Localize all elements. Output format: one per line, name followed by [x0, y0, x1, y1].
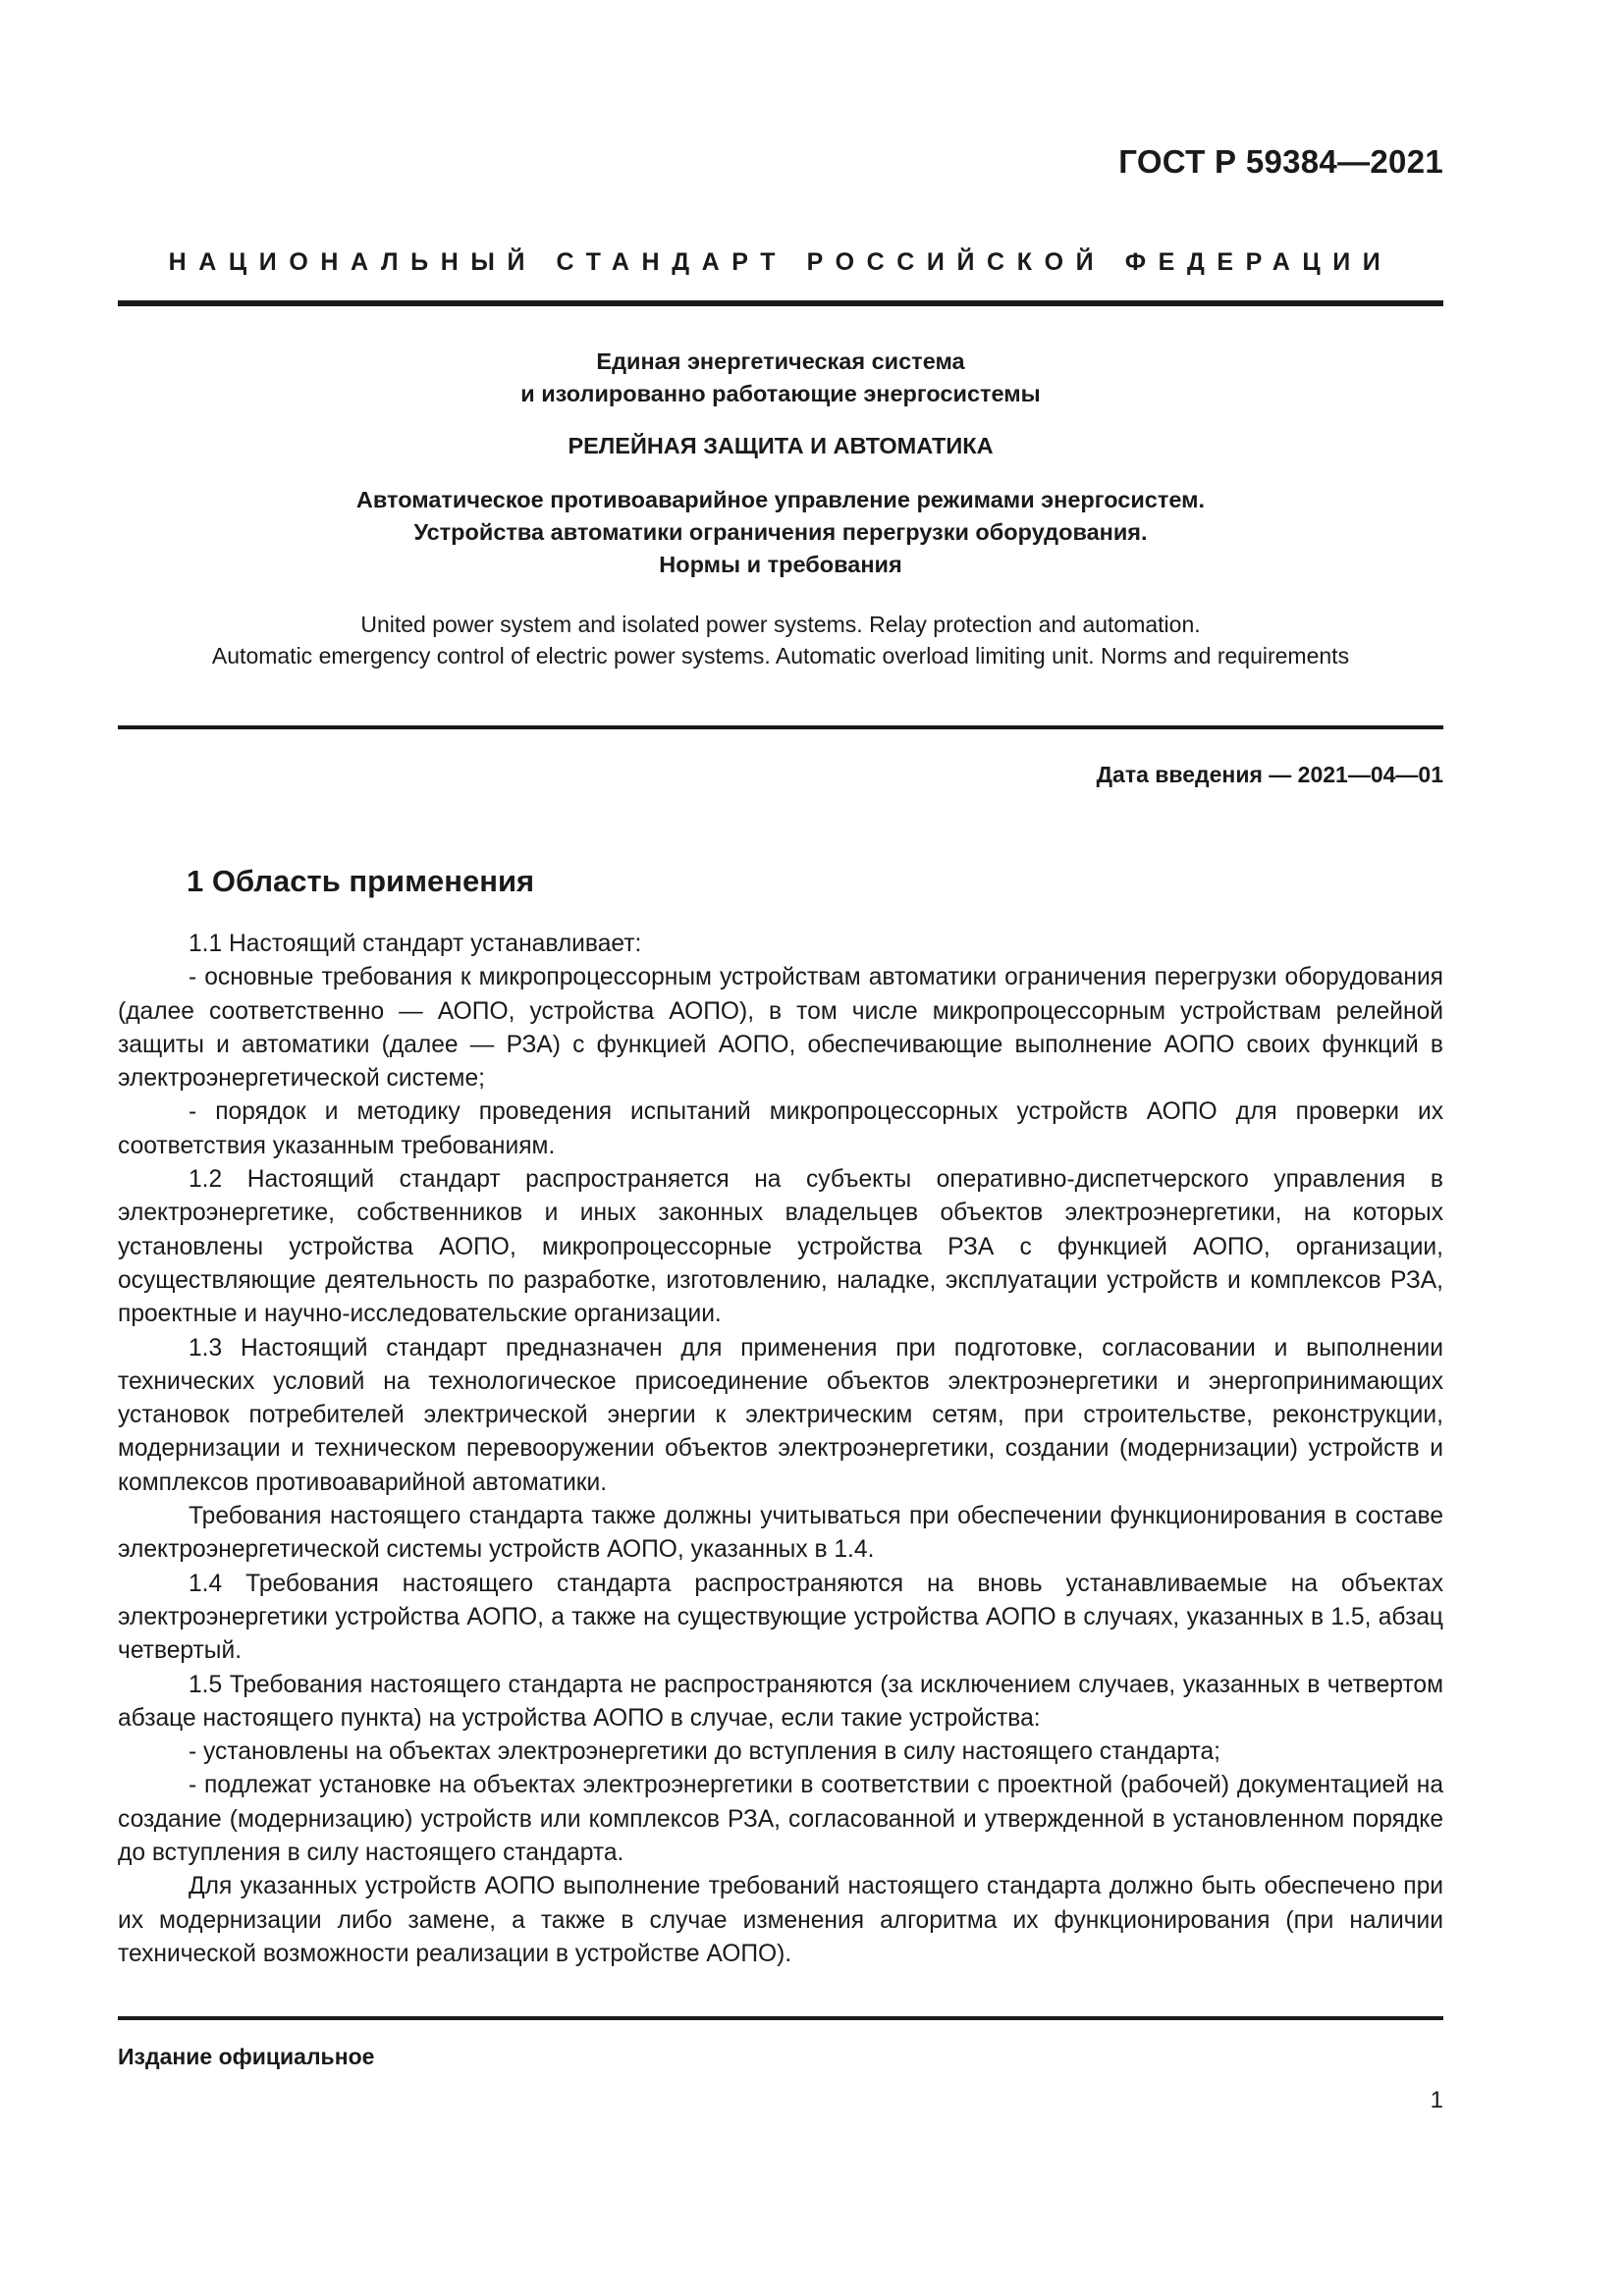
title-line-2: и изолированно работающие энергосистемы: [520, 381, 1041, 406]
paragraph: 1.2 Настоящий стандарт распространяется на субъекты оперативно-диспетчерского управления в электроэнергетике, собственников и иных законных владельцев объектов электроэнергетики, на которых установлены устройства АОПО, микропроцессорные устройства РЗА с функцией АОПО, организации, осуществляющие деятельность по разработке, изготовлению, наладке, эксплуатации устройств и комплексов РЗА, проектные и научно-исследовательские организации.: [118, 1166, 1443, 1328]
english-title-line-2: Automatic emergency control of electric power systems. Automatic overload limiting unit. Norms and requirements: [211, 643, 1350, 668]
introduction-date: Дата введения — 2021—04—01: [1096, 762, 1443, 787]
title-block: [118, 346, 1443, 671]
title-line-5: Устройства автоматики ограничения перегрузки оборудования.: [413, 519, 1148, 545]
page-number: 1: [1430, 2087, 1443, 2113]
paragraph: - установлены на объектах электроэнергетики до вступления в силу настоящего стандарта;: [189, 1738, 1220, 1766]
paragraph: 1.4 Требования настоящего стандарта распространяются на вновь устанавливаемые на объектах электроэнергетики устройства АОПО, а также на существующие устройства АОПО в случаях, указанных в 1.5, абзац четвертый.: [118, 1570, 1443, 1665]
paragraph: Требования настоящего стандарта также должны учитываться при обеспечении функционирования в составе электроэнергетической системы устройств АОПО, указанных в 1.4.: [118, 1503, 1443, 1564]
document-code: ГОСТ Р 59384—2021: [1118, 143, 1443, 180]
national-standard-title: НАЦИОНАЛЬНЫЙ СТАНДАРТ РОССИЙСКОЙ ФЕДЕРАЦИИ: [168, 248, 1393, 276]
paragraph: Для указанных устройств АОПО выполнение требований настоящего стандарта должно быть обеспечено при их модернизации либо замене, а также в случае изменения алгоритма их функционирования (при наличии технической возможности реализации в устройстве АОПО).: [118, 1873, 1443, 1967]
edition-label: Издание официальное: [118, 2044, 375, 2069]
title-line-3: РЕЛЕЙНАЯ ЗАЩИТА И АВТОМАТИКА: [568, 433, 994, 458]
section-body: [118, 928, 1443, 1971]
title-line-4: Автоматическое противоаварийное управление режимами энергосистем.: [355, 487, 1206, 512]
paragraph: 1.5 Требования настоящего стандарта не распространяются (за исключением случаев, указанных в четвертом абзаце настоящего пункта) на устройства АОПО в случае, если такие устройства:: [118, 1671, 1443, 1732]
paragraph: - подлежат установке на объектах электроэнергетики в соответствии с проектной (рабочей) документацией на создание (модернизацию) устройств или комплексов РЗА, согласованной и утвержденной в установленном порядке до вступления в силу настоящего стандарта.: [118, 1772, 1443, 1867]
section-heading: 1 Область применения: [187, 864, 535, 898]
paragraph: - основные требования к микропроцессорным устройствам автоматики ограничения перегрузки оборудования (далее соответственно — АОПО, устройства АОПО), в том числе микропроцессорным устройствам релейной защиты и автоматики (далее — РЗА) с функцией АОПО, обеспечивающие выполнение АОПО своих функций в электроэнергетической системе;: [118, 964, 1443, 1093]
bottom-rule-divider: [118, 2016, 1443, 2020]
paragraph: 1.3 Настоящий стандарт предназначен для применения при подготовке, согласовании и выполнении технических условий на технологическое присоединение объектов электроэнергетики и энергопринимающих установок потребителей электрической энергии к электрическим сетям, при строительстве, реконструкции, модернизации и техническом перевооружении объектов электроэнергетики, создании (модернизации) устройств и комплексов противоаварийной автоматики.: [118, 1334, 1443, 1496]
title-line-6: Нормы и требования: [659, 552, 902, 577]
paragraph: 1.1 Настоящий стандарт устанавливает:: [189, 931, 642, 957]
middle-rule-divider: [118, 725, 1443, 729]
top-rule-divider: [118, 300, 1443, 306]
english-title: [118, 609, 1443, 671]
paragraph: - порядок и методику проведения испытаний микропроцессорных устройств АОПО для проверки их соответствия указанным требованиям.: [118, 1098, 1443, 1159]
title-line-1: Единая энергетическая система: [596, 348, 965, 374]
english-title-line-1: United power system and isolated power systems. Relay protection and automation.: [360, 612, 1201, 637]
